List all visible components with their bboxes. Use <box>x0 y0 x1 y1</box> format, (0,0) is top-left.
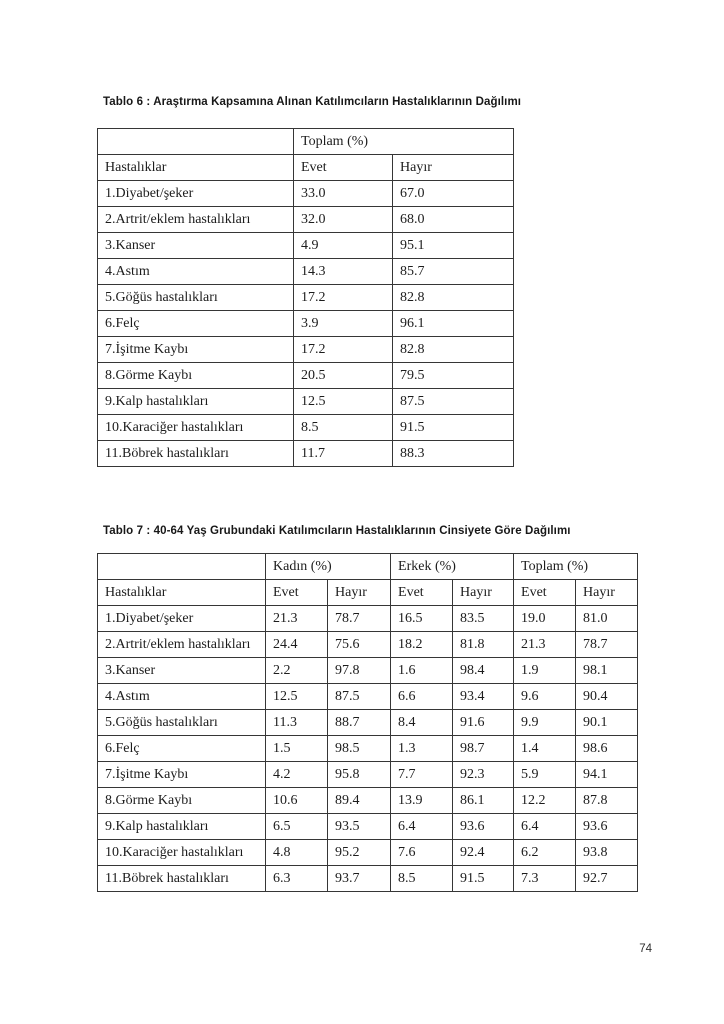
value-cell: 4.8 <box>266 840 328 866</box>
value-cell: 89.4 <box>328 788 391 814</box>
value-cell: 24.4 <box>266 632 328 658</box>
value-cell: 12.5 <box>266 684 328 710</box>
value-cell: 1.4 <box>514 736 576 762</box>
value-cell: 81.0 <box>576 606 638 632</box>
value-cell: 93.7 <box>328 866 391 892</box>
table7-col-header-diseases: Hastalıklar <box>98 580 266 606</box>
disease-cell: 6.Felç <box>98 736 266 762</box>
value-cell: 97.8 <box>328 658 391 684</box>
table6-group-header-row <box>98 129 514 155</box>
value-cell: 8.5 <box>391 866 453 892</box>
value-cell: 93.5 <box>328 814 391 840</box>
value-cell: 11.7 <box>294 441 393 467</box>
value-cell: 81.8 <box>453 632 514 658</box>
table7-col-header-toplam-hayir: Hayır <box>576 580 638 606</box>
disease-cell: 5.Göğüs hastalıkları <box>98 285 294 311</box>
table6-column-header-row <box>98 155 514 181</box>
value-cell: 17.2 <box>294 285 393 311</box>
table-row <box>98 840 638 866</box>
disease-cell: 11.Böbrek hastalıkları <box>98 866 266 892</box>
value-cell: 7.6 <box>391 840 453 866</box>
value-cell: 95.8 <box>328 762 391 788</box>
table7-group-header-row <box>98 554 638 580</box>
disease-cell: 3.Kanser <box>98 658 266 684</box>
value-cell: 6.4 <box>514 814 576 840</box>
table-row <box>98 389 514 415</box>
disease-cell: 2.Artrit/eklem hastalıkları <box>98 632 266 658</box>
disease-cell: 4.Astım <box>98 684 266 710</box>
value-cell: 9.9 <box>514 710 576 736</box>
value-cell: 92.7 <box>576 866 638 892</box>
table-row <box>98 285 514 311</box>
disease-cell: 11.Böbrek hastalıkları <box>98 441 294 467</box>
table-row <box>98 337 514 363</box>
table-row <box>98 311 514 337</box>
value-cell: 98.6 <box>576 736 638 762</box>
table7-col-header-erkek-hayir: Hayır <box>453 580 514 606</box>
disease-cell: 9.Kalp hastalıkları <box>98 814 266 840</box>
value-cell: 98.1 <box>576 658 638 684</box>
table6-group-header-toplam: Toplam (%) <box>294 129 514 155</box>
value-cell: 6.2 <box>514 840 576 866</box>
table-row <box>98 233 514 259</box>
disease-cell: 10.Karaciğer hastalıkları <box>98 840 266 866</box>
value-cell: 12.5 <box>294 389 393 415</box>
disease-cell: 8.Görme Kaybı <box>98 363 294 389</box>
table7 <box>97 553 638 892</box>
table-row <box>98 632 638 658</box>
value-cell: 5.9 <box>514 762 576 788</box>
table-row <box>98 762 638 788</box>
value-cell: 95.2 <box>328 840 391 866</box>
table-row <box>98 658 638 684</box>
value-cell: 2.2 <box>266 658 328 684</box>
value-cell: 6.5 <box>266 814 328 840</box>
value-cell: 85.7 <box>393 259 514 285</box>
disease-cell: 10.Karaciğer hastalıkları <box>98 415 294 441</box>
value-cell: 92.4 <box>453 840 514 866</box>
value-cell: 6.6 <box>391 684 453 710</box>
value-cell: 88.7 <box>328 710 391 736</box>
table7-column-header-row <box>98 580 638 606</box>
value-cell: 4.2 <box>266 762 328 788</box>
value-cell: 91.6 <box>453 710 514 736</box>
value-cell: 87.5 <box>393 389 514 415</box>
value-cell: 6.4 <box>391 814 453 840</box>
table-row <box>98 736 638 762</box>
value-cell: 4.9 <box>294 233 393 259</box>
value-cell: 93.8 <box>576 840 638 866</box>
value-cell: 94.1 <box>576 762 638 788</box>
value-cell: 90.4 <box>576 684 638 710</box>
table-row <box>98 363 514 389</box>
table-row <box>98 866 638 892</box>
value-cell: 75.6 <box>328 632 391 658</box>
value-cell: 11.3 <box>266 710 328 736</box>
value-cell: 7.7 <box>391 762 453 788</box>
value-cell: 16.5 <box>391 606 453 632</box>
table7-group-header-toplam: Toplam (%) <box>514 554 638 580</box>
disease-cell: 5.Göğüs hastalıkları <box>98 710 266 736</box>
table6-col-header-evet: Evet <box>294 155 393 181</box>
value-cell: 1.9 <box>514 658 576 684</box>
table6-col-header-diseases: Hastalıklar <box>98 155 294 181</box>
table-row <box>98 814 638 840</box>
value-cell: 98.4 <box>453 658 514 684</box>
table-row <box>98 710 638 736</box>
table-row <box>98 441 514 467</box>
value-cell: 17.2 <box>294 337 393 363</box>
value-cell: 32.0 <box>294 207 393 233</box>
table7-col-header-toplam-evet: Evet <box>514 580 576 606</box>
table7-col-header-kadin-hayir: Hayır <box>328 580 391 606</box>
value-cell: 87.5 <box>328 684 391 710</box>
value-cell: 3.9 <box>294 311 393 337</box>
value-cell: 20.5 <box>294 363 393 389</box>
page-number: 74 <box>639 943 652 955</box>
table6-body <box>98 181 514 467</box>
value-cell: 13.9 <box>391 788 453 814</box>
empty-corner-cell <box>98 554 266 580</box>
value-cell: 68.0 <box>393 207 514 233</box>
table7-col-header-kadin-evet: Evet <box>266 580 328 606</box>
value-cell: 96.1 <box>393 311 514 337</box>
table-row <box>98 415 514 441</box>
table6-caption: Tablo 6 : Araştırma Kapsamına Alınan Katılımcıların Hastalıklarının Dağılımı <box>103 96 522 108</box>
table-row <box>98 181 514 207</box>
value-cell: 82.8 <box>393 337 514 363</box>
value-cell: 82.8 <box>393 285 514 311</box>
value-cell: 12.2 <box>514 788 576 814</box>
value-cell: 9.6 <box>514 684 576 710</box>
disease-cell: 8.Görme Kaybı <box>98 788 266 814</box>
value-cell: 93.6 <box>576 814 638 840</box>
value-cell: 1.3 <box>391 736 453 762</box>
table7-col-header-erkek-evet: Evet <box>391 580 453 606</box>
value-cell: 14.3 <box>294 259 393 285</box>
value-cell: 79.5 <box>393 363 514 389</box>
value-cell: 93.4 <box>453 684 514 710</box>
value-cell: 88.3 <box>393 441 514 467</box>
value-cell: 8.4 <box>391 710 453 736</box>
table-row <box>98 788 638 814</box>
disease-cell: 7.İşitme Kaybı <box>98 762 266 788</box>
table7-body <box>98 606 638 892</box>
value-cell: 1.6 <box>391 658 453 684</box>
disease-cell: 4.Astım <box>98 259 294 285</box>
disease-cell: 6.Felç <box>98 311 294 337</box>
table-row <box>98 259 514 285</box>
value-cell: 87.8 <box>576 788 638 814</box>
table7-group-header-erkek: Erkek (%) <box>391 554 514 580</box>
table7-caption: Tablo 7 : 40-64 Yaş Grubundaki Katılımcıların Hastalıklarının Cinsiyete Göre Dağılımı <box>103 525 571 537</box>
disease-cell: 3.Kanser <box>98 233 294 259</box>
value-cell: 95.1 <box>393 233 514 259</box>
value-cell: 18.2 <box>391 632 453 658</box>
table6-col-header-hayir: Hayır <box>393 155 514 181</box>
value-cell: 90.1 <box>576 710 638 736</box>
empty-corner-cell <box>98 129 294 155</box>
value-cell: 7.3 <box>514 866 576 892</box>
disease-cell: 7.İşitme Kaybı <box>98 337 294 363</box>
value-cell: 78.7 <box>576 632 638 658</box>
value-cell: 6.3 <box>266 866 328 892</box>
value-cell: 98.5 <box>328 736 391 762</box>
value-cell: 33.0 <box>294 181 393 207</box>
value-cell: 91.5 <box>453 866 514 892</box>
value-cell: 1.5 <box>266 736 328 762</box>
value-cell: 92.3 <box>453 762 514 788</box>
table-row <box>98 684 638 710</box>
value-cell: 93.6 <box>453 814 514 840</box>
table7-group-header-kadin: Kadın (%) <box>266 554 391 580</box>
value-cell: 78.7 <box>328 606 391 632</box>
disease-cell: 1.Diyabet/şeker <box>98 606 266 632</box>
table-row <box>98 207 514 233</box>
value-cell: 10.6 <box>266 788 328 814</box>
value-cell: 21.3 <box>266 606 328 632</box>
value-cell: 91.5 <box>393 415 514 441</box>
table6 <box>97 128 514 467</box>
value-cell: 19.0 <box>514 606 576 632</box>
value-cell: 83.5 <box>453 606 514 632</box>
value-cell: 67.0 <box>393 181 514 207</box>
disease-cell: 2.Artrit/eklem hastalıkları <box>98 207 294 233</box>
value-cell: 98.7 <box>453 736 514 762</box>
value-cell: 8.5 <box>294 415 393 441</box>
value-cell: 21.3 <box>514 632 576 658</box>
disease-cell: 9.Kalp hastalıkları <box>98 389 294 415</box>
table-row <box>98 606 638 632</box>
disease-cell: 1.Diyabet/şeker <box>98 181 294 207</box>
value-cell: 86.1 <box>453 788 514 814</box>
